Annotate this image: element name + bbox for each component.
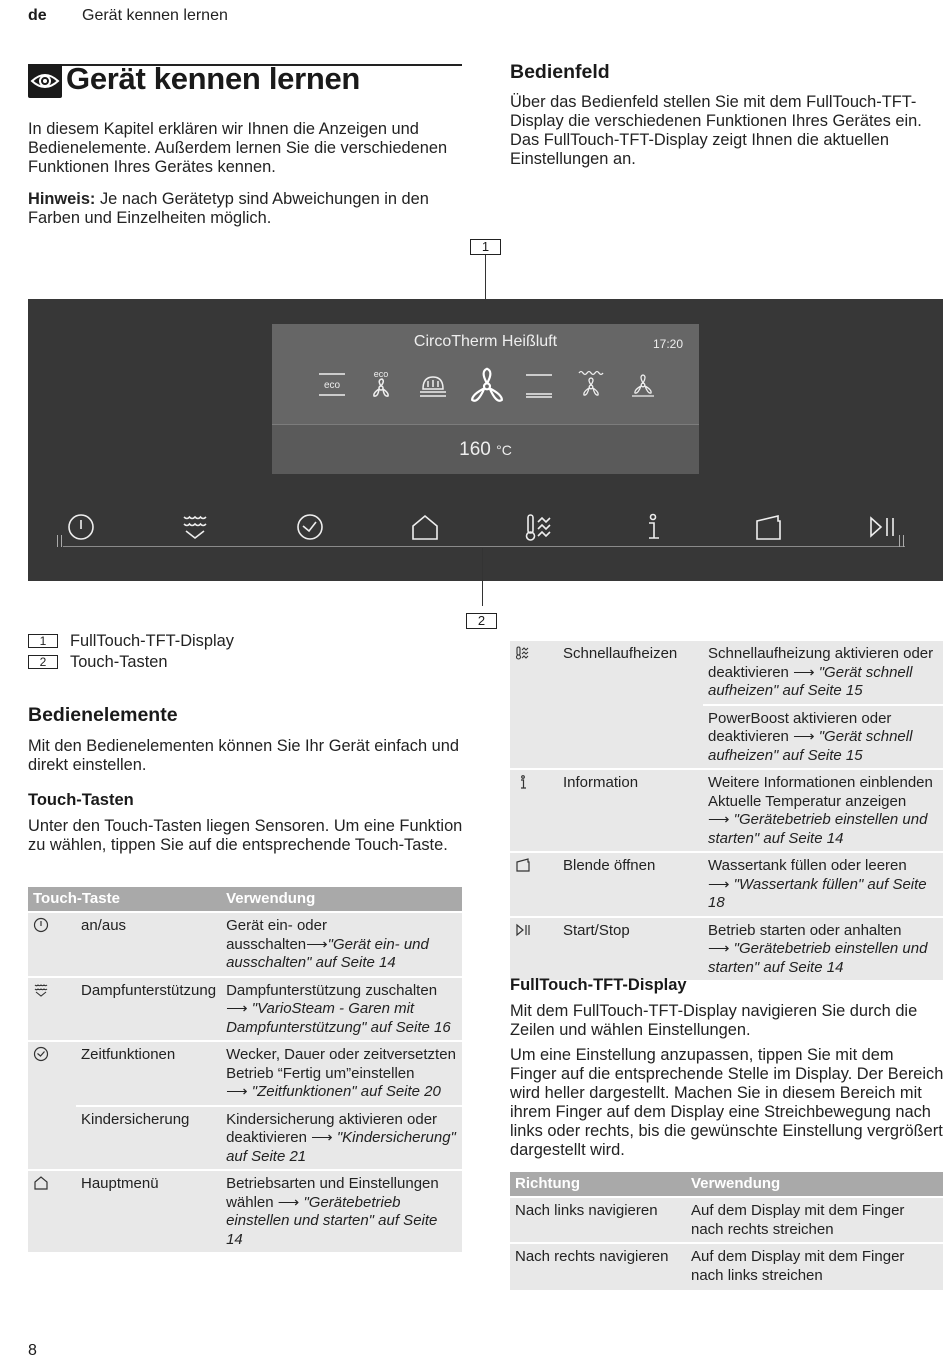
tft-text-2: Um eine Einstellung anzupassen, tippen Sie mit dem Finger auf die entsprechende Stelle im Display. Der Bereich wird heller dargestellt. Machen Sie in diesem Bereich mit ihrem Finger auf dem Display eine Streichbewegung nach links oder rechts, bis die gewünschte Einstellung vergrößert dargestellt wird. — [510, 1046, 944, 1159]
key-usage — [221, 977, 462, 1042]
bedienelemente-text: Mit den Bedienelementen können Sie Ihr Gerät einfach und direkt einstellen. — [28, 737, 459, 774]
page-reference[interactable]: "Gerätebetrieb einstellen und starten" auf Seite 14 — [226, 1193, 438, 1248]
table-header-usage: Verwendung — [221, 887, 462, 912]
panel-open-icon — [510, 852, 558, 917]
control-panel-figure — [28, 299, 943, 581]
key-usage — [703, 917, 943, 981]
header-title: Gerät kennen lernen — [82, 7, 228, 24]
top-bottom-heat-icon — [522, 367, 556, 401]
arrow-icon: ⟶ — [226, 1083, 252, 1100]
display-temperature — [272, 439, 699, 461]
tft-heading: FullTouch-TFT-Display — [510, 976, 687, 994]
display-mode: CircoTherm Heißluft — [413, 333, 558, 350]
arrow-icon: ⟶ — [708, 875, 734, 893]
bedienfeld-heading: Bedienfeld — [510, 61, 610, 83]
display-temp-value: 160 — [459, 439, 491, 460]
legend-item-1 — [28, 632, 234, 651]
legend-label-1: FullTouch-TFT-Display — [70, 632, 234, 650]
intro-text: In diesem Kapitel erklären wir Ihnen die Anzeigen und Bedienelemente. Außerdem lernen Sie die verschiedenen Funktionen Ihres Gerätes kennen. — [28, 120, 448, 176]
header-language: de — [28, 7, 47, 24]
arrow-icon: ⟶ — [226, 1000, 252, 1017]
steam-support-icon — [28, 977, 76, 1042]
start-stop-icon[interactable] — [865, 510, 899, 544]
legend-num-2: 2 — [28, 655, 58, 669]
hint-paragraph — [28, 190, 463, 228]
usage-text: PowerBoost aktivieren oder deaktivieren — [708, 709, 892, 745]
key-name: Information — [558, 769, 703, 852]
tft-text-1: Mit dem FullTouch-TFT-Display navigieren Sie durch die Zeilen und wählen Einstellungen. — [510, 1002, 918, 1039]
slider-right-end — [899, 535, 904, 547]
table-row — [28, 912, 462, 977]
direction: Nach rechts navigieren — [510, 1243, 686, 1290]
start-stop-icon — [510, 917, 558, 981]
key-name: Dampfunterstützung — [76, 977, 221, 1042]
power-icon[interactable] — [64, 510, 98, 544]
key-name: Hauptmenü — [76, 1170, 221, 1252]
key-name: Start/Stop — [558, 917, 703, 981]
arrow-icon: ⟶ — [708, 811, 734, 828]
arrow-icon: ⟶ — [793, 728, 819, 745]
hint-text: Je nach Gerätetyp sind Abweichungen in den Farben und Einzelheiten möglich. — [28, 190, 429, 227]
key-usage — [221, 912, 462, 977]
eye-icon — [28, 64, 62, 98]
legend-item-2 — [28, 653, 168, 672]
arrow-icon: ⟶ — [306, 935, 328, 953]
panel-open-icon[interactable] — [751, 510, 785, 544]
circotherm-fan-icon — [464, 362, 510, 408]
key-name: Blende öffnen — [558, 852, 703, 917]
display-time: 17:20 — [653, 337, 684, 351]
page-title: Gerät kennen lernen — [66, 61, 361, 96]
table-header-direction: Richtung — [510, 1172, 686, 1197]
direction-usage: Auf dem Display mit dem Finger nach links streichen — [686, 1243, 943, 1290]
page-reference[interactable]: "Wassertank füllen" auf Seite 18 — [708, 875, 927, 911]
home-icon[interactable] — [408, 510, 442, 544]
page-reference[interactable]: "Gerät ein- und ausschalten" auf Seite 14 — [226, 935, 429, 971]
tft-display — [272, 324, 699, 474]
page-reference[interactable]: "Gerät schnell aufheizen" auf Seite 15 — [708, 728, 913, 764]
key-usage — [703, 769, 943, 852]
legend-label-2: Touch-Tasten — [70, 653, 168, 671]
usage-text: Gerät ein- oder ausschalten — [226, 917, 327, 953]
svg-text:eco: eco — [323, 380, 341, 391]
page-reference[interactable]: "Gerätebetrieb einstellen und starten" auf Seite 14 — [708, 811, 928, 847]
touch-keys-table-continued — [510, 639, 943, 980]
direction: Nach links navigieren — [510, 1197, 686, 1243]
table-row — [28, 1041, 462, 1106]
usage-text: Dampfunterstützung zuschalten — [226, 981, 438, 999]
legend-num-1: 1 — [28, 634, 58, 648]
power-icon — [28, 912, 76, 977]
pizza-setting-icon — [416, 367, 450, 401]
usage-text-2: Aktuelle Temperatur anzeigen — [708, 792, 907, 810]
key-usage — [703, 705, 943, 770]
touch-tasten-text: Unter den Touch-Tasten liegen Sensoren. Um eine Funktion zu wählen, tippen Sie auf die entsprechende Touch-Taste. — [28, 817, 463, 854]
page-reference[interactable]: "Zeitfunktionen" auf Seite 20 — [251, 1083, 441, 1100]
table-row — [510, 1197, 943, 1243]
arrow-icon: ⟶ — [311, 1129, 337, 1146]
info-icon[interactable] — [636, 510, 670, 544]
display-temp-unit: °C — [496, 442, 512, 458]
key-usage — [221, 1041, 462, 1106]
table-row — [510, 640, 943, 705]
steam-fan-icon — [574, 367, 608, 401]
table-header-usage: Verwendung — [686, 1172, 943, 1197]
fast-preheat-icon — [510, 640, 558, 769]
page-reference[interactable]: "Gerätebetrieb einstellen und starten" auf Seite 14 — [708, 940, 928, 976]
key-usage — [221, 1170, 462, 1252]
touch-tasten-heading: Touch-Tasten — [28, 791, 134, 809]
table-header-touch-key: Touch-Taste — [28, 887, 221, 912]
clock-icon — [28, 1041, 76, 1170]
key-usage — [221, 1106, 462, 1171]
page-number: 8 — [28, 1342, 37, 1359]
usage-text: Betrieb starten oder anhalten — [708, 921, 902, 939]
slider-left-end — [57, 535, 62, 547]
usage-text: Schnellaufheizung aktivieren oder deaktivieren — [708, 645, 934, 681]
svg-text:eco: eco — [373, 369, 389, 379]
table-row — [510, 917, 943, 981]
bedienfeld-text: Über das Bedienfeld stellen Sie mit dem FullTouch-TFT-Display die verschiedenen Funktionen Ihres Gerätes ein. Das FullTouch-TFT-Display zeigt Ihnen die aktuellen Einstellungen an. — [510, 93, 922, 168]
table-row — [510, 769, 943, 852]
info-icon — [510, 769, 558, 852]
key-name: Kindersicherung — [76, 1106, 221, 1171]
usage-text: Betriebsarten und Einstellungen wählen — [226, 1175, 439, 1211]
direction-usage: Auf dem Display mit dem Finger nach rechts streichen — [686, 1197, 943, 1243]
usage-text: Kindersicherung aktivieren oder deaktivieren — [226, 1110, 438, 1146]
callout-1: 1 — [470, 239, 501, 255]
callout-2: 2 — [466, 613, 497, 629]
touch-slider-line — [63, 546, 905, 547]
steam-support-icon[interactable] — [178, 510, 212, 544]
key-usage — [703, 852, 943, 917]
key-name: Zeitfunktionen — [76, 1041, 221, 1106]
key-name: an/aus — [76, 912, 221, 977]
table-row — [28, 977, 462, 1042]
key-name: Schnellaufheizen — [558, 640, 703, 769]
usage-text: Weitere Informationen einblenden — [708, 774, 933, 791]
home-icon — [28, 1170, 76, 1252]
callout-2-leader — [482, 548, 483, 606]
top-bottom-heat-eco-icon — [315, 367, 349, 401]
fan-icon — [626, 367, 660, 401]
table-row — [510, 1243, 943, 1290]
table-row — [28, 1106, 462, 1171]
table-row — [28, 1170, 462, 1252]
page-reference[interactable]: "Gerät schnell aufheizen" auf Seite 15 — [708, 663, 913, 699]
circotherm-eco-icon — [364, 367, 398, 401]
touch-keys-table — [28, 887, 462, 1252]
fast-preheat-icon[interactable] — [522, 510, 556, 544]
arrow-icon: ⟶ — [793, 663, 819, 681]
arrow-icon: ⟶ — [277, 1193, 304, 1211]
table-row — [510, 852, 943, 917]
navigation-table — [510, 1172, 943, 1290]
clock-icon[interactable] — [293, 510, 327, 544]
hint-label: Hinweis: — [28, 190, 96, 208]
bedienelemente-heading: Bedienelemente — [28, 704, 178, 726]
usage-text: Wassertank füllen oder leeren — [708, 857, 907, 874]
tft-display-divider — [272, 424, 699, 425]
page-reference[interactable]: "VarioSteam - Garen mit Dampfunterstützung" auf Seite 16 — [226, 1000, 451, 1036]
page-reference[interactable]: "Kindersicherung" auf Seite 21 — [226, 1129, 456, 1165]
arrow-icon: ⟶ — [708, 940, 734, 957]
key-usage — [703, 640, 943, 705]
usage-text: Wecker, Dauer oder zeitversetzten Betrieb “Fertig um”einstellen — [226, 1046, 456, 1082]
